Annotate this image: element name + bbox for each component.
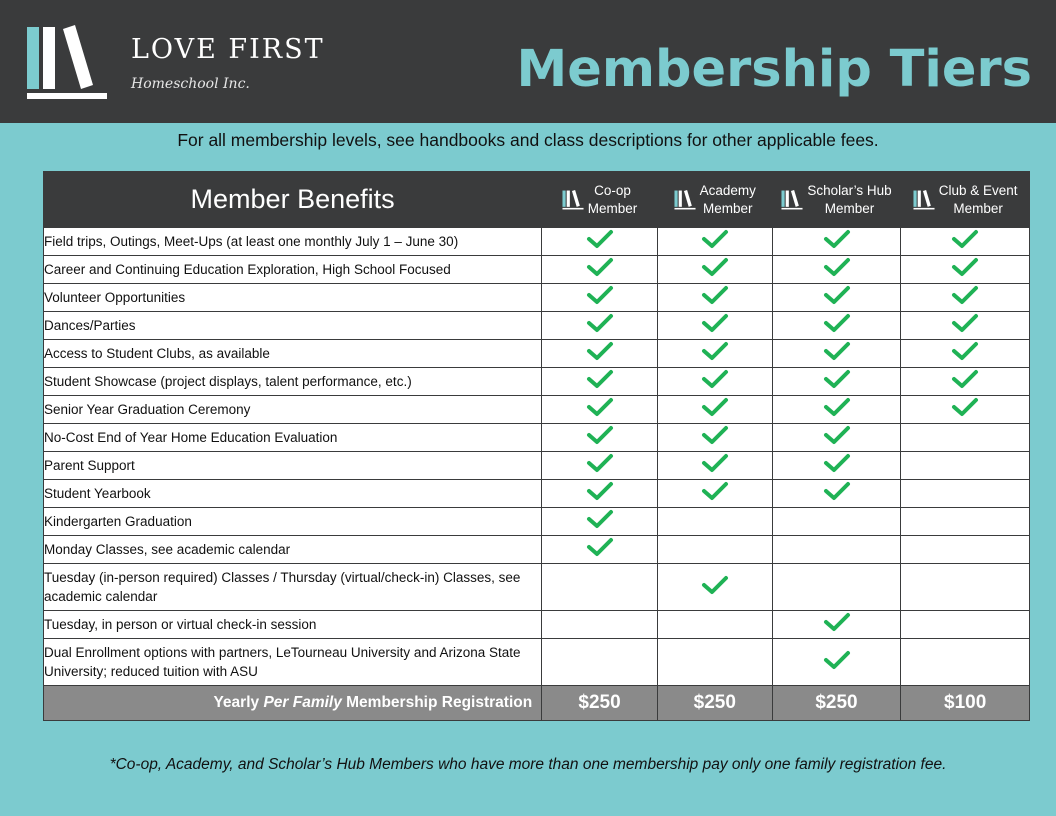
benefit-label: Field trips, Outings, Meet-Ups (at least one monthly July 1 – June 30) [44,228,542,256]
tier-cell [901,452,1030,480]
benefit-row [44,368,1030,396]
checkmark-icon [586,368,614,390]
tier-cell [657,256,772,284]
checkmark-icon [586,396,614,418]
fee-row [44,686,1030,721]
checkmark-icon [586,480,614,502]
tier-cell [542,611,658,639]
benefit-row [44,312,1030,340]
fee-price-club-event: $100 [901,686,1030,721]
tier-cell [901,611,1030,639]
fee-label-start: Yearly [213,694,264,711]
tier-cell [542,284,658,312]
checkmark-icon [586,256,614,278]
tier-cell [657,564,772,611]
checkmark-icon [586,340,614,362]
checkmark-icon [586,536,614,558]
checkmark-icon [823,480,851,502]
checkmark-icon [701,312,729,334]
benefit-row [44,340,1030,368]
tier-cell [657,536,772,564]
benefit-label: No-Cost End of Year Home Education Evaluation [44,424,542,452]
tier-cell [657,312,772,340]
benefits-column-header: Member Benefits [44,172,542,228]
benefit-row [44,228,1030,256]
tier-cell [542,536,658,564]
tier-header-coop [542,172,658,228]
tier-cell [657,639,772,686]
books-icon [562,190,584,210]
tier-cell [901,564,1030,611]
tier-cell [772,424,901,452]
tier-cell [542,564,658,611]
checkmark-icon [823,340,851,362]
benefit-label: Student Showcase (project displays, talent performance, etc.) [44,368,542,396]
footnote: *Co-op, Academy, and Scholar’s Hub Members who have more than one membership pay only one family registration fee. [109,756,947,773]
checkmark-icon [701,452,729,474]
tier-cell [901,284,1030,312]
tier-cell [542,256,658,284]
tier-cell [542,452,658,480]
tier-cell [657,424,772,452]
checkmark-icon [823,228,851,250]
checkmark-icon [823,424,851,446]
benefit-row [44,536,1030,564]
checkmark-icon [701,284,729,306]
brand-name: LOVE FIRST [131,34,325,65]
checkmark-icon [951,340,979,362]
benefit-row [44,284,1030,312]
checkmark-icon [951,368,979,390]
benefit-row [44,480,1030,508]
checkmark-icon [586,312,614,334]
page-title: Membership Tiers [516,40,1032,99]
benefit-label: Tuesday (in-person required) Classes / Thursday (virtual/check-in) Classes, see academic calendar [44,564,542,611]
books-icon [913,190,935,210]
checkmark-icon [823,284,851,306]
tier-cell [901,639,1030,686]
tier-cell [772,256,901,284]
tier-cell [542,340,658,368]
tier-cell [542,508,658,536]
tier-cell [901,480,1030,508]
checkmark-icon [586,424,614,446]
benefit-rows [44,228,1030,686]
benefit-row [44,396,1030,424]
tier-cell [901,228,1030,256]
checkmark-icon [951,256,979,278]
checkmark-icon [701,424,729,446]
benefit-row [44,508,1030,536]
fee-label-emphasis: Per Family [263,694,342,711]
tier-suffix: Member [953,200,1003,216]
tier-cell [901,396,1030,424]
checkmark-icon [823,611,851,633]
tier-name: Club & Event [938,182,1018,198]
books-icon [27,25,107,101]
benefit-label: Parent Support [44,452,542,480]
tier-suffix: Member [703,200,753,216]
tier-cell [657,228,772,256]
header-banner [0,0,1056,123]
checkmark-icon [701,368,729,390]
fee-label [44,686,542,721]
checkmark-icon [586,284,614,306]
tier-header-club-event [901,172,1030,228]
tier-cell [657,340,772,368]
checkmark-icon [701,228,729,250]
tier-cell [901,508,1030,536]
tier-suffix: Member [824,200,875,216]
benefit-label: Volunteer Opportunities [44,284,542,312]
tier-cell [657,368,772,396]
tier-name: Scholar’s Hub [807,182,892,198]
checkmark-icon [701,396,729,418]
tier-suffix: Member [587,200,638,216]
benefit-row [44,424,1030,452]
checkmark-icon [701,574,729,596]
checkmark-icon [951,284,979,306]
tier-header-scholars-hub [772,172,901,228]
benefit-row [44,611,1030,639]
tier-cell [772,340,901,368]
tier-cell [542,228,658,256]
fee-label-end: Membership Registration [341,694,533,711]
tier-cell [901,256,1030,284]
benefit-label: Access to Student Clubs, as available [44,340,542,368]
checkmark-icon [586,508,614,530]
tier-cell [657,396,772,424]
tier-cell [657,508,772,536]
benefit-label: Dances/Parties [44,312,542,340]
fee-price-academy: $250 [657,686,772,721]
tier-cell [772,564,901,611]
tier-cell [542,424,658,452]
checkmark-icon [701,256,729,278]
tier-cell [772,611,901,639]
benefit-row [44,452,1030,480]
tier-cell [772,452,901,480]
checkmark-icon [701,480,729,502]
fee-price-scholars-hub: $250 [772,686,901,721]
tier-cell [772,396,901,424]
tier-cell [772,284,901,312]
benefit-row [44,564,1030,611]
tier-cell [901,424,1030,452]
benefit-row [44,256,1030,284]
tier-cell [772,368,901,396]
tier-cell [901,536,1030,564]
checkmark-icon [823,312,851,334]
checkmark-icon [823,452,851,474]
benefit-label: Tuesday, in person or virtual check-in session [44,611,542,639]
tier-cell [657,452,772,480]
checkmark-icon [951,228,979,250]
checkmark-icon [823,649,851,671]
tier-name: Co-op [594,182,631,198]
books-icon [674,190,696,210]
benefit-label: Student Yearbook [44,480,542,508]
tier-header-academy [657,172,772,228]
checkmark-icon [951,396,979,418]
benefit-label: Monday Classes, see academic calendar [44,536,542,564]
checkmark-icon [586,452,614,474]
tier-cell [542,312,658,340]
membership-table [43,171,1030,721]
benefit-label: Dual Enrollment options with partners, LeTourneau University and Arizona State University; reduced tuition with ASU [44,639,542,686]
checkmark-icon [823,396,851,418]
tier-cell [542,480,658,508]
tier-cell [542,396,658,424]
checkmark-icon [951,312,979,334]
intro-text: For all membership levels, see handbooks and class descriptions for other applicable fees. [177,130,879,150]
tier-cell [772,508,901,536]
books-icon [781,190,803,210]
brand-subtitle: Homeschool Inc. [131,76,250,92]
tier-name: Academy [699,182,756,198]
checkmark-icon [823,256,851,278]
checkmark-icon [586,228,614,250]
tier-cell [542,368,658,396]
tier-cell [772,639,901,686]
tier-cell [901,340,1030,368]
tier-cell [772,480,901,508]
tier-cell [657,480,772,508]
tier-cell [657,611,772,639]
tier-cell [657,284,772,312]
benefit-label: Senior Year Graduation Ceremony [44,396,542,424]
tier-cell [772,536,901,564]
fee-price-coop: $250 [542,686,658,721]
benefit-row [44,639,1030,686]
checkmark-icon [701,340,729,362]
checkmark-icon [823,368,851,390]
tier-cell [542,639,658,686]
tier-cell [772,312,901,340]
tier-cell [901,368,1030,396]
benefit-label: Career and Continuing Education Exploration, High School Focused [44,256,542,284]
tier-cell [901,312,1030,340]
benefit-label: Kindergarten Graduation [44,508,542,536]
tier-cell [772,228,901,256]
